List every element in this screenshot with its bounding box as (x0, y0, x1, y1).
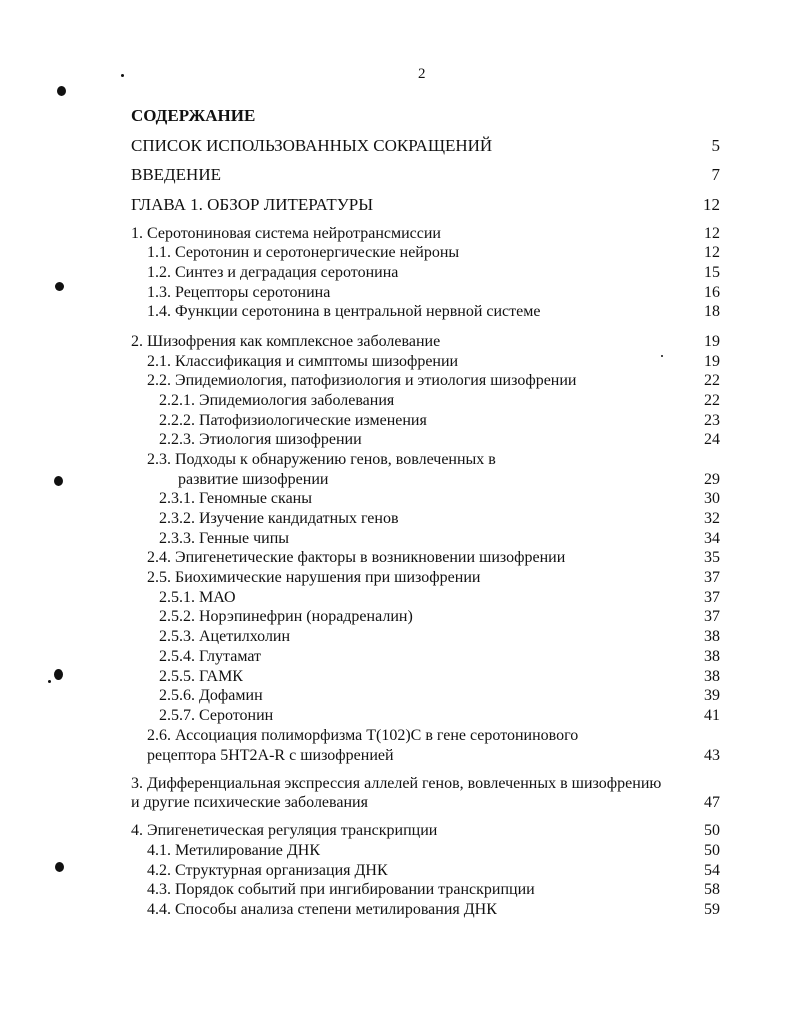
scan-artifact (54, 669, 63, 680)
toc-entry: 4.2. Структурная организация ДНК 54 (147, 862, 720, 879)
toc-entry: 2.5.6. Дофамин 39 (159, 687, 720, 704)
toc-entry: СПИСОК ИСПОЛЬЗОВАННЫХ СОКРАЩЕНИЙ 5 (131, 136, 720, 155)
toc-entry: 2.2. Эпидемиология, патофизиология и этиология шизофрении 22 (147, 372, 720, 389)
scan-artifact (54, 476, 63, 486)
toc-entry: 2.5.1. МАО 37 (159, 589, 720, 606)
toc-entry: 2.5. Биохимические нарушения при шизофрении 37 (147, 569, 720, 586)
toc-entry: 2.1. Классификация и симптомы шизофрении 19 (147, 353, 720, 370)
toc-entry: 2.2.3. Этиология шизофрении 24 (159, 431, 720, 448)
page-number: 2 (418, 66, 426, 82)
toc-entry: 2.5.5. ГАМК 38 (159, 668, 720, 685)
toc-entry: 2. Шизофрения как комплексное заболевание 19 (131, 333, 720, 350)
toc-entry: 4.1. Метилирование ДНК 50 (147, 842, 720, 859)
toc-entry: 2.5.3. Ацетилхолин 38 (159, 628, 720, 645)
toc-entry: 2.2.1. Эпидемиология заболевания 22 (159, 392, 720, 409)
scan-artifact (48, 680, 51, 683)
page-title: СОДЕРЖАНИЕ (131, 106, 256, 125)
scan-artifact (55, 862, 64, 872)
toc-entry: 4. Эпигенетическая регуляция транскрипции 50 (131, 822, 720, 839)
toc-entry: 2.3.2. Изучение кандидатных генов 32 (159, 510, 720, 527)
scan-artifact (57, 86, 66, 96)
toc-entry: и другие психические заболевания 47 (131, 794, 720, 811)
toc-entry: 2.3.3. Генные чипы 34 (159, 530, 720, 547)
scan-artifact (121, 74, 124, 77)
toc-entry: развитие шизофрении 29 (178, 471, 720, 488)
scan-artifact (661, 355, 663, 357)
toc-entry: рецептора 5HT2A-R с шизофренией 43 (147, 747, 720, 764)
toc-entry: 1. Серотониновая система нейротрансмиссии 12 (131, 225, 720, 242)
toc-entry: 2.5.7. Серотонин 41 (159, 707, 720, 724)
toc-entry: 1.1. Серотонин и серотонергические нейроны 12 (147, 244, 720, 261)
toc-entry: 2.6. Ассоциация полиморфизма T(102)C в гене серотонинового (147, 727, 579, 744)
scan-artifact (55, 282, 64, 291)
toc-entry: 4.3. Порядок событий при ингибировании транскрипции 58 (147, 881, 720, 898)
toc-entry: 2.3.1. Геномные сканы 30 (159, 490, 720, 507)
toc-entry: 2.5.4. Глутамат 38 (159, 648, 720, 665)
toc-entry: ВВЕДЕНИЕ 7 (131, 165, 720, 184)
toc-entry: 2.2.2. Патофизиологические изменения 23 (159, 412, 720, 429)
toc-entry: ГЛАВА 1. ОБЗОР ЛИТЕРАТУРЫ 12 (131, 195, 720, 214)
toc-entry: 1.4. Функции серотонина в центральной нервной системе 18 (147, 303, 720, 320)
toc-entry: 1.3. Рецепторы серотонина 16 (147, 284, 720, 301)
toc-entry: 3. Дифференциальная экспрессия аллелей генов, вовлеченных в шизофрению (131, 775, 662, 792)
toc-entry: 1.2. Синтез и деградация серотонина 15 (147, 264, 720, 281)
toc-entry: 4.4. Способы анализа степени метилирования ДНК 59 (147, 901, 720, 918)
toc-entry: 2.4. Эпигенетические факторы в возникновении шизофрении 35 (147, 549, 720, 566)
toc-entry: 2.5.2. Норэпинефрин (норадреналин) 37 (159, 608, 720, 625)
toc-entry: 2.3. Подходы к обнаружению генов, вовлеченных в (147, 451, 496, 468)
